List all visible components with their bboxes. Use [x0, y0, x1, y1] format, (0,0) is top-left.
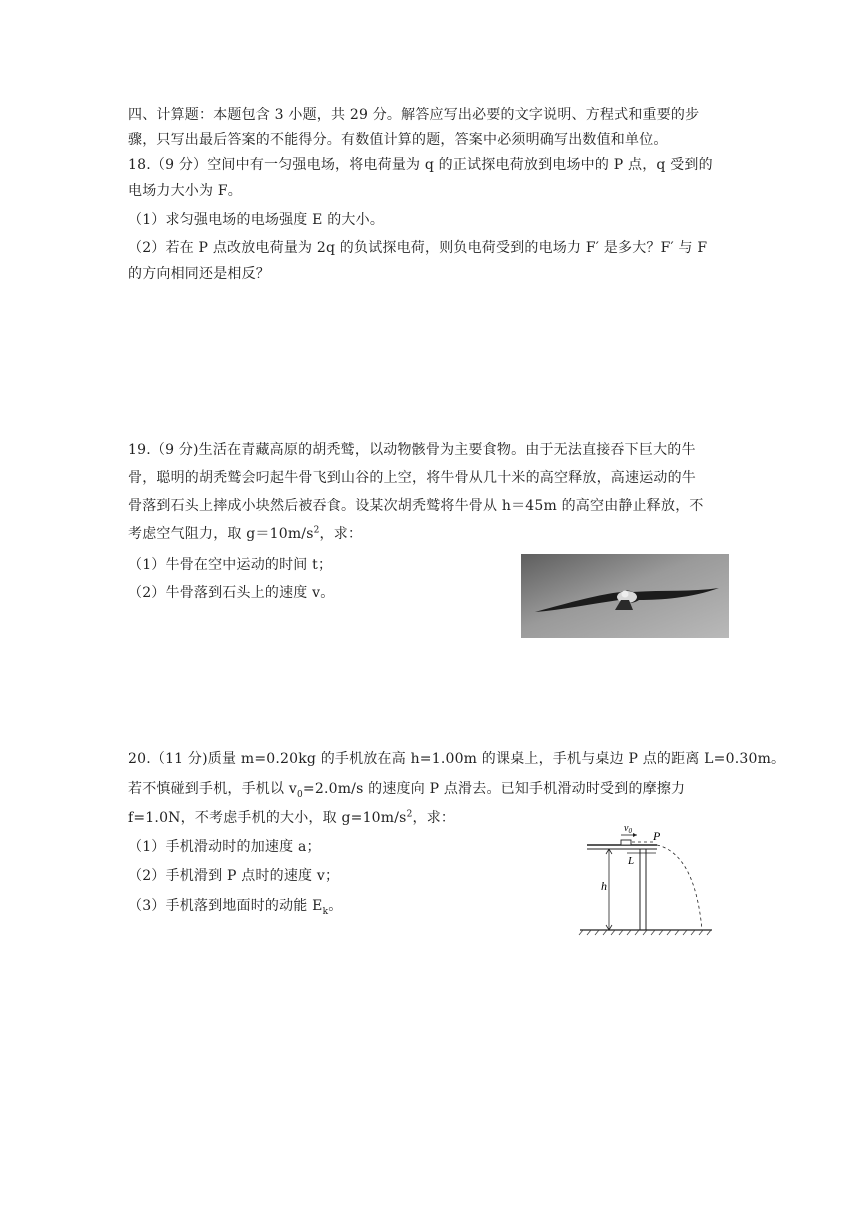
- label-L: L: [628, 855, 635, 867]
- q20-stem-line3: f=1.0N，不考虑手机的大小，取 $g=10m/s^2$，求：: [128, 809, 456, 826]
- label-P: P: [653, 829, 661, 843]
- q20-stem-line2: 若不慎碰到手机，手机以 $v_0=2.0m/s$ 的速度向 P 点滑去。已知手机滑动时受到的摩擦力: [128, 781, 686, 800]
- fall-trajectory: [657, 845, 702, 930]
- q19-stem-line1: 19.（9 分)生活在青藏高原的胡秃鹫，以动物骸骨为主要食物。由于无法直接吞下巨大的牛: [128, 442, 696, 458]
- phone-box: [621, 840, 631, 845]
- q18-stem-line1: 18.（9 分）空间中有一匀强电场，将电荷量为 q 的正试探电荷放到电场中的 P 点，q 受到的: [128, 157, 713, 173]
- q18-stem-line2: 电场力大小为 F。: [128, 183, 242, 199]
- q19-part2: （2）牛骨落到石头上的速度 v。: [128, 585, 335, 601]
- q18-part2-line2: 的方向相同还是相反？: [128, 266, 270, 282]
- q18-part2-line1: （2）若在 P 点改放电荷量为 2q 的负试探电荷，则负电荷受到的电场力 F′ 是多大？F′ 与 F: [128, 240, 708, 256]
- section-instruction-line2: 骤，只写出最后答案的不能得分。有数值计算的题，答案中必须明确写出数值和单位。: [128, 132, 668, 148]
- q19-stem-line3: 骨落到石头上摔成小块然后被吞食。设某次胡秃鹫将牛骨从 h＝45m 的高空由静止释放，不: [128, 498, 704, 514]
- q19-stem-line4: 考虑空气阻力，取 $g=10m/s^2$，求：: [128, 525, 363, 542]
- q20-part2: （2）手机滑到 P 点时的速度 v；: [128, 868, 340, 884]
- label-h: h: [601, 879, 607, 893]
- q19-stem-line2: 骨，聪明的胡秃鹫会叼起牛骨飞到山谷的上空，将牛骨从几十米的高空释放，高速运动的牛: [128, 470, 696, 486]
- desk-phone-diagram: [577, 818, 717, 940]
- q18-part1: （1）求匀强电场的电场强度 E 的大小。: [128, 212, 385, 228]
- vulture-photo: [521, 554, 729, 638]
- q20-part3: （3）手机落到地面时的动能 $E_k$。: [128, 898, 343, 917]
- section-instruction-line1: 四、计算题：本题包含 3 小题，共 29 分。解答应写出必要的文字说明、方程式和重要的步: [128, 107, 700, 123]
- q20-stem-line1: 20.（11 分)质量 m=0.20kg 的手机放在高 h=1.00m 的课桌上，手机与桌边 P 点的距离 L=0.30m。: [128, 751, 786, 767]
- ground-hatch: [579, 930, 711, 935]
- label-v0: $v_0$: [624, 823, 632, 835]
- q20-part1: （1）手机滑动时的加速度 a；: [128, 839, 321, 855]
- q19-part1: （1）牛骨在空中运动的时间 t；: [128, 557, 333, 573]
